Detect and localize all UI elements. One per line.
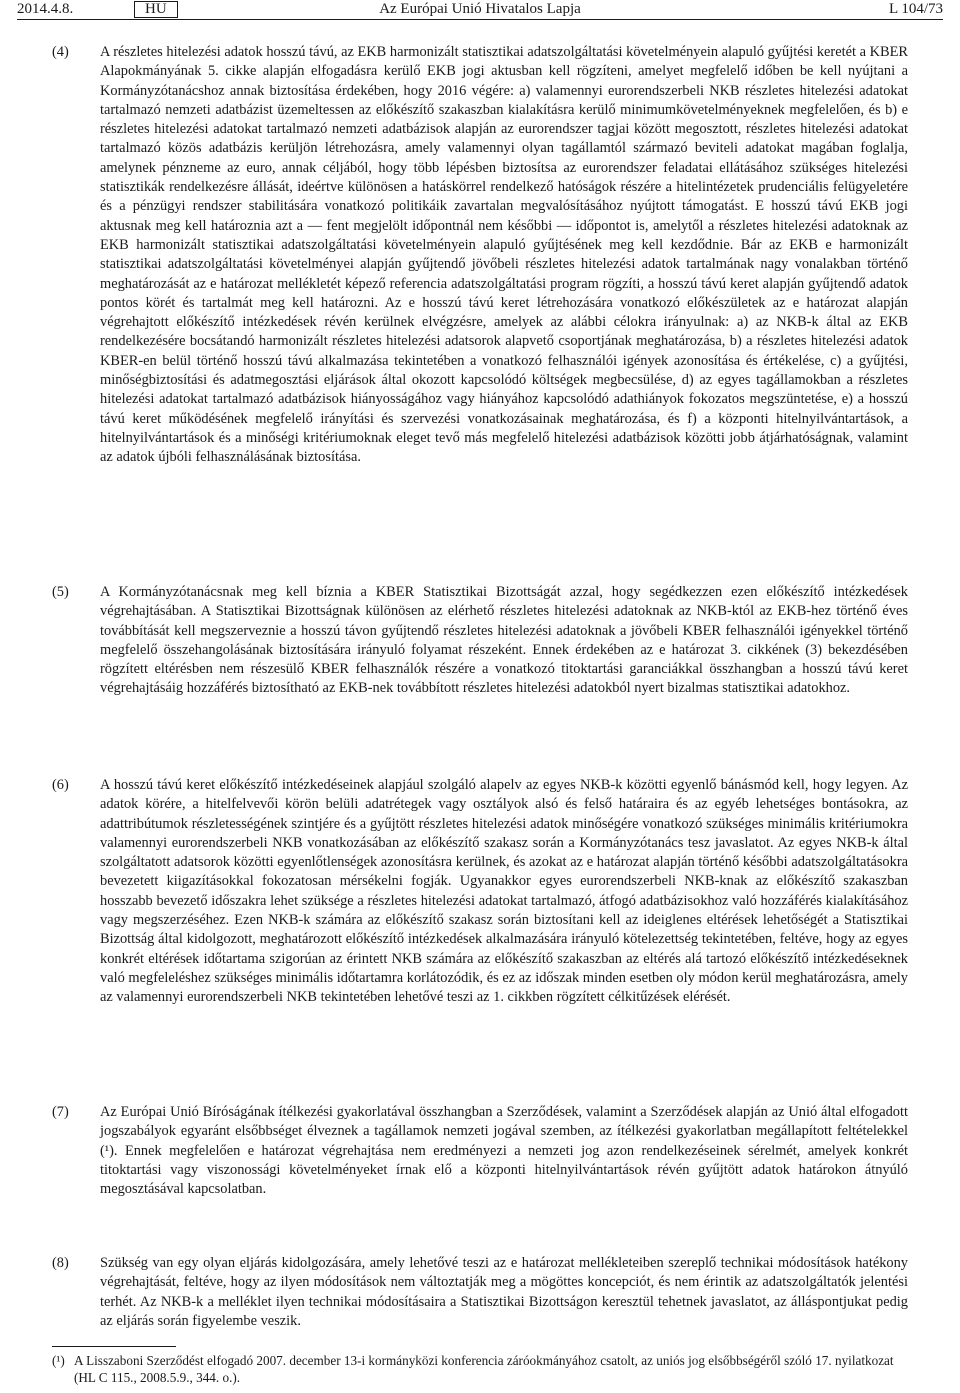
recital-8 (52, 1254, 908, 1331)
recital-text: A Kormányzótanácsnak meg kell bíznia a KBER Statisztikai Bizottságát azzal, hogy segédkezzen ezen előkészítő intézkedések végrehajtásában. A Statisztikai Bizottságnak különösen az elérhető részletes hitelezési adatoknak az NKB-któl az EKB-hez történő éves továbbítását kell megszerveznie a hosszú távon gyűjtendő részletes hitelezési adatoknak a jövőbeli KBER felhasználói igényekkel történő megfelelő összehangolásának biztosítására irányuló folyamat részeként. Ennek érdekében az e határozat 3. cikkének (3) bekezdésében rögzített eltérésben nem részesülő KBER felhasználók részére a vonatkozó titoktartási garanciákkal összhangban a hosszú távú keret végrehajtásáig hozzáférés biztosítható az EKB-nek továbbított részletes hitelezési adatokból nyert bizalmas statisztikai adatokhoz. (100, 584, 908, 697)
recital-text: Az Európai Unió Bíróságának ítélkezési gyakorlatával összhangban a Szerződések, valamint a Szerződések alapján az Unió által elfogadott jogszabályok egyaránt elsőbbséget élveznek a tagállamok nemzeti jogával szemben, az ítélkezési gyakorlatban megállapított feltételekkel (¹). Ennek megfelelően e határozat végrehajtása nem eredményezi a nemzeti jog azon rendelkezéseinek sérelmét, amelyek konkrét titoktartási vagy viszonossági követelményeket írnak elő a központi hitelnyilvántartások révén gyűjtött adatok határokon átnyúló megosztásával kapcsolatban. (100, 1104, 908, 1198)
recital-4 (52, 43, 908, 468)
recital-number: (7) (52, 1104, 69, 1120)
page-number: L 104/73 (888, 1, 943, 17)
header-rule (17, 19, 943, 20)
recital-6 (52, 776, 908, 1008)
recital-number: (5) (52, 584, 69, 600)
recital-number: (8) (52, 1255, 69, 1271)
footnote (52, 1353, 908, 1386)
journal-title: Az Európai Unió Hivatalos Lapja (379, 1, 581, 17)
issue-date: 2014.4.8. (17, 1, 74, 17)
recital-number: (6) (52, 777, 69, 793)
footnote-marker: (¹) (52, 1353, 65, 1368)
footnote-text: A Lisszaboni Szerződést elfogadó 2007. december 13-i kormányközi konferencia záróokmányához csatolt, az uniós jog elsőbbségéről szóló 17. nyilatkozat (HL C 115., 2008.5.9., 344. o.). (74, 1353, 894, 1385)
recital-text: A részletes hitelezési adatok hosszú távú, az EKB harmonizált statisztikai adatszolgáltatási követelményein alapuló gyűjtési keretét a KBER Alapokmányának 5. cikke alapján elfogadásra kerülő EKB jogi aktusban kell rögzíteni, amelyet megfelelő időben be kell nyújtani a Kormányzótanácshoz annak biztosítása érdekében, hogy 2016 végére: a) valamennyi eurorendszerbeli NKB részletes hitelezési adatokat tartalmazó nemzeti adatbázist üzemeltessen az előkészítő szakaszban kialakításra kerülő minimumkövetelményeknek megfelelően, és b) e részletes hitelezési adatokat tartalmazó nemzeti adatbázisok alapján az eurorendszer tagjai között megosztott, részletes hitelezési adatokat tartalmazó közös adatbázis kerüljön létrehozásra, amely valamennyi olyan tagállamtól származó beviteli adatokat magában foglalja, amelynek pénzneme az euro, annak céljából, hogy több lépésben biztosítsa az eurorendszer feladatai ellátásához szükséges hitelezési statisztikák rendelkezésre állását, ideértve különösen a hatáskörrel rendelkező hatóságok részére a hitelintézetek prudenciális felügyeletére és a pénzügyi rendszer stabilitására vonatkozó politikáik zavartalan megvalósításához nyújtott támogatást. E hosszú távú EKB jogi aktusnak meg kell határoznia azt a — fent megjelölt időpontnál nem későbbi — időpontot is, amelytől a részletes hitelezési adatoknak az EKB harmonizált statisztikai adatszolgáltatási követelményein alapuló gyűjtésének meg kell kezdődnie. Bár az EKB e harmonizált statisztikai adatszolgáltatási követelményei alapján gyűjtendő jövőbeli részletes hitelezési adatok tartalmának nagy vonalakban történő meghatározását az e határozat mellékletét képező referencia adatszolgáltatási program rögzíti, a hosszú távú keret alapján gyűjtendő adatok pontos körét és tartalmát meg kell határozni. Az e hosszú távú keret létrehozására vonatkozó előkészületek az e határozat alapján végrehajtott előkészítő intézkedések révén kerülnek elvégzésre, amelyek az alábbi célokra irányulnak: a) az NKB-k által az EKB rendelkezésére bocsátandó harmonizált részletes hitelezési adatsorok alapvető csoportjának meghatározása, b) a részletes hitelezési adatok KBER-en belül történő hosszú távú alkalmazása tekintetében a vonatkozó felhasználói igények azonosítása és értékelése, c) a gyűjtési, minőségbiztosítási és adatmegosztási eljárások által okozott kapcsolódó költségek megbecsülése, d) az egyes tagállamokban a részletes hitelezési adatokat tartalmazó adatbázisok hiányosságához vagy hiányához kapcsolódó adathiányok fokozatos megszüntetése, e) a hosszú távú keret működésének megfelelő irányítási és szervezési vonatkozásainak meghatározása, és f) a központi hitelnyilvántartások, a hitelnyilvántartások és a minőségi kritériumoknak eleget tevő más megfelelő hitelezési adatbázisok közötti jobb átjárhatóságnak, valamint az adatok újbóli felhasználásának biztosítása. (100, 44, 908, 466)
language-code: HU (134, 1, 178, 18)
recital-number: (4) (52, 44, 69, 60)
footnote-rule (52, 1346, 176, 1347)
recital-7 (52, 1103, 908, 1199)
recital-text: A hosszú távú keret előkészítő intézkedéseinek alapjául szolgáló alapelv az egyes NKB-k közötti egyenlő bánásmód kell, hogy legyen. Az adatok körére, a hitelfelvevői körön belüli adatrétegek vagy osztályok alsó és felső határaira és az egyéb lehetséges bontásokra, az adattribútumok részletességének szintjére és a gyűjtött részletes hitelezési adatok minőségére vonatkozó szükséges minimális kritériumokra valamennyi eurorendszerbeli NKB vonatkozásában az előkészítő szakasz során a Kormányzótanács tesz javaslatot. Az egyes NKB-k által szolgáltatott adatsorok közötti egyenlőtlenségek azonosításra kerülnek, és azokat az e határozat alapján történő későbbi adatszolgáltatásokra bevezetett kiigazításokkal fokozatosan mérsékelni fogják. Ugyanakkor egyes eurorendszerbeli NKB-knak az előkészítő szakaszban hosszabb bevezető időszakra lehet szüksége a részletes hitelezési adatokat tartalmazó, átfogó adatbázisokhoz való hozzáférés kialakításához vagy megszerzéséhez. Ezen NKB-k számára az előkészítő szakasz során biztosítani kell az ideiglenes eltérések lehetőségét a Statisztikai Bizottság által kidolgozott, meghatározott előkészítő intézkedések alkalmazására irányuló kötelezettség tekintetében, feltéve, hogy az egyes konkrét eltérések időtartama szigorúan az érintett NKB számára az előkészítő szakaszban az eltérés alá tartozó előkészítő intézkedéseknek való megfeleléshez szükséges minimális időtartamra korlátozódik, és ez az időszak minden esetben oly módon kerül meghatározásra, amely az valamennyi eurorendszerbeli NKB tekintetében lehetővé teszi az 1. cikkben rögzített célkitűzések elérését. (100, 777, 908, 1006)
recital-5 (52, 583, 908, 699)
recital-text: Szükség van egy olyan eljárás kidolgozására, amely lehetővé teszi az e határozat mellékleteiben szereplő technikai módosítások hatékony végrehajtását, feltéve, hogy az ilyen módosítások nem változtatják meg a mögöttes koncepciót, és nem érintik az adatszolgáltatók jelentési terhét. Az NKB-k a melléklet ilyen technikai módosításaira a Statisztikai Bizottságon keresztül tehetnek javaslatot, az álláspontjukat pedig az eljárás során figyelembe veszik. (100, 1255, 908, 1329)
